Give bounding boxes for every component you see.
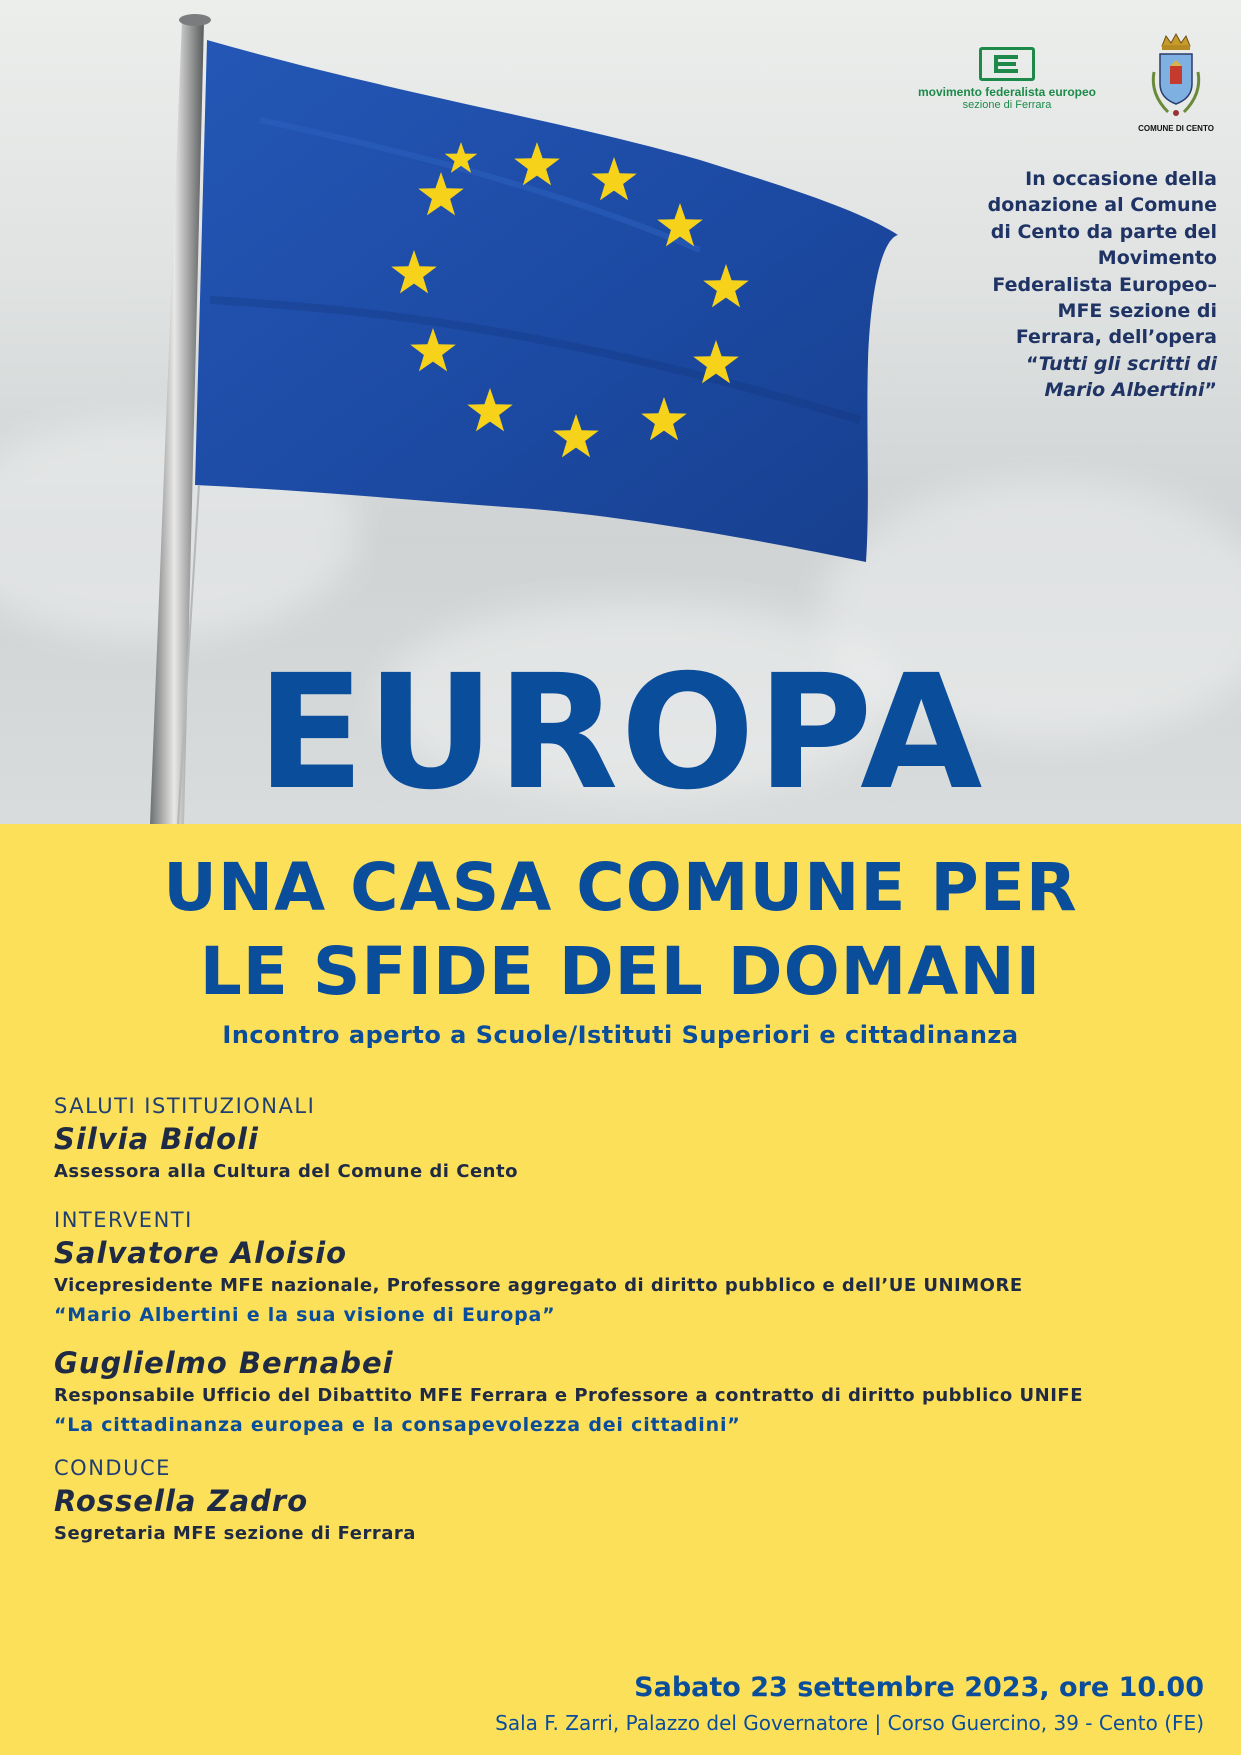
talk-title: “La cittadinanza europea e la consapevolezza dei cittadini” — [54, 1414, 741, 1436]
host-role: Segretaria MFE sezione di Ferrara — [54, 1523, 416, 1544]
host-name: Rossella Zadro — [54, 1484, 309, 1518]
occasion-line: Federalista Europeo– — [992, 273, 1217, 296]
occasion-line: donazione al Comune — [987, 194, 1217, 217]
program-list — [54, 1092, 1214, 1548]
section-label-greetings: SALUTI ISTITUZIONALI — [54, 1094, 316, 1118]
tagline: Incontro aperto a Scuole/Istituti Superiori e cittadinanza — [222, 1021, 1019, 1049]
cento-coat-of-arms — [1135, 32, 1217, 133]
close-quote: ” — [1204, 379, 1217, 402]
section-label-talks: INTERVENTI — [54, 1208, 193, 1232]
open-quote: “ — [1026, 352, 1039, 375]
subtitle — [0, 846, 1241, 1014]
speaker-name: Salvatore Aloisio — [54, 1236, 348, 1270]
work-title: Tutti gli scritti di — [1038, 352, 1217, 375]
pole-finial — [179, 14, 211, 26]
subtitle-line: UNA CASA COMUNE PER — [163, 849, 1078, 926]
occasion-line: di Cento da parte del — [990, 220, 1217, 243]
mfe-e-icon — [979, 47, 1035, 81]
occasion-line — [947, 351, 1217, 377]
mfe-logo — [907, 47, 1107, 112]
occasion-line: Movimento — [1097, 247, 1217, 270]
event-venue: Sala F. Zarri, Palazzo del Governatore | Corso Guercino, 39 - Cento (FE) — [495, 1711, 1204, 1735]
mfe-logo-section: sezione di Ferrara — [962, 99, 1052, 111]
partner-logos — [907, 32, 1217, 142]
talk-title: “Mario Albertini e la sua visione di Europa” — [54, 1304, 556, 1326]
speaker-name: Silvia Bidoli — [54, 1122, 259, 1156]
work-title: Mario Albertini — [1044, 379, 1205, 402]
speaker-role: Responsabile Ufficio del Dibattito MFE Ferrara e Professore a contratto di diritto pubblico UNIFE — [54, 1385, 1084, 1406]
occasion-line: Ferrara, dell’opera — [1015, 326, 1217, 349]
speaker-role: Vicepresidente MFE nazionale, Professore aggregato di diritto pubblico e dell’UE UNIMORE — [54, 1275, 1023, 1296]
main-title: EUROPA — [256, 641, 985, 824]
event-date: Sabato 23 settembre 2023, ore 10.00 — [634, 1672, 1204, 1703]
mfe-logo-name: movimento federalista europeo — [917, 85, 1097, 99]
subtitle-line: LE SFIDE DEL DOMANI — [199, 933, 1042, 1010]
speaker-role: Assessora alla Cultura del Comune di Cento — [54, 1161, 518, 1182]
occasion-line: MFE sezione di — [1057, 300, 1217, 323]
flag-cloth — [195, 40, 898, 562]
speaker-name: Guglielmo Bernabei — [54, 1346, 394, 1380]
cento-logo-label: COMUNE DI CENTO — [1138, 124, 1214, 133]
section-label-host: CONDUCE — [54, 1456, 171, 1480]
coat-of-arms-icon — [1146, 32, 1206, 120]
occasion-text — [947, 166, 1217, 404]
occasion-line — [947, 377, 1217, 403]
program-panel — [0, 824, 1241, 1755]
occasion-line: In occasione della — [1025, 168, 1217, 190]
hero-photo — [0, 0, 1241, 824]
